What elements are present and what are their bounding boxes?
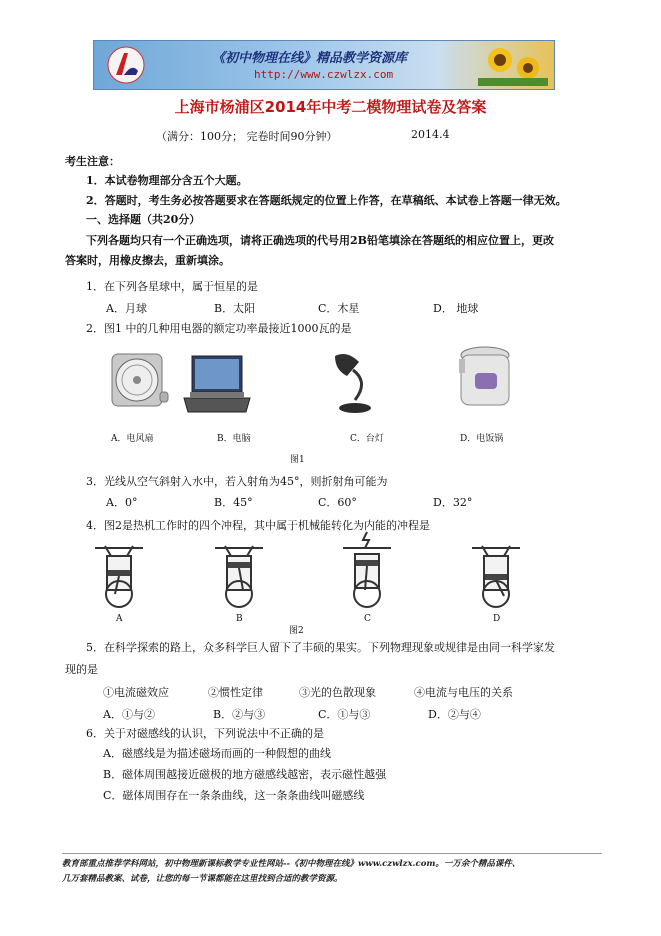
page-footer	[62, 857, 602, 887]
question-2-option-a: A．电风扇	[111, 434, 154, 444]
rice-cooker-icon	[453, 345, 517, 415]
footer-divider	[62, 853, 602, 854]
question-5-option-a: A．①与②	[103, 708, 155, 721]
question-5-item-4: ④电流与电压的关系	[414, 686, 513, 699]
question-3-option-d: D．32°	[433, 496, 473, 509]
question-6-stem: 6．关于对磁感线的认识，下列说法中不正确的是	[86, 727, 324, 740]
question-1-option-b: B．太阳	[214, 302, 256, 315]
question-2-stem: 2．图1 中的几种用电器的额定功率最接近1000瓦的是	[86, 322, 352, 335]
notice-heading: 考生注意：	[65, 155, 120, 168]
question-3-option-b: B．45°	[214, 496, 253, 509]
notice-item-2: 2．答题时，考生务必按答题要求在答题纸规定的位置上作答，在草稿纸、本试卷上答题一律无效。	[86, 194, 567, 207]
figure-2-caption: 图2	[289, 626, 304, 636]
header-banner	[93, 40, 555, 90]
question-3-option-c: C．60°	[318, 496, 357, 509]
question-3-stem: 3．光线从空气斜射入水中，若入射角为45°，则折射角可能为	[86, 475, 388, 488]
computer-laptop-icon	[182, 354, 252, 416]
exam-meta: （满分：100分； 完卷时间90分钟）	[156, 130, 338, 143]
page-title: 上海市杨浦区2014年中考二模物理试卷及答案	[174, 98, 487, 116]
engine-stroke-c-icon	[341, 532, 393, 610]
question-6-option-b: B．磁体周围越接近磁极的地方磁感线越密，表示磁性越强	[103, 768, 387, 781]
site-logo-icon	[106, 45, 146, 85]
instruction-line-1: 下列各题均只有一个正确选项，请将正确选项的代号用2B铅笔填涂在答题纸的相应位置上，更改	[86, 234, 554, 247]
engine-stroke-a-icon	[93, 538, 145, 610]
engine-label-d: D	[493, 614, 501, 624]
question-1-option-c: C．木星	[318, 302, 360, 315]
question-5-stem-line-1: 5．在科学探索的路上，众多科学巨人留下了丰硕的果实。下列物理现象或规律是由同一科学家发	[86, 641, 555, 654]
question-5-option-d: D．②与④	[428, 708, 481, 721]
question-3-option-a: A．0°	[106, 496, 138, 509]
engine-stroke-b-icon	[213, 538, 265, 610]
section-heading: 一、选择题（共20分）	[86, 213, 201, 226]
banner-url: http://www.czwlzx.com	[254, 68, 394, 81]
question-2-option-c: C．台灯	[350, 434, 384, 444]
question-5-item-3: ③光的色散现象	[299, 686, 376, 699]
engine-label-b: B	[236, 614, 243, 624]
engine-stroke-d-icon	[470, 538, 522, 610]
question-4-stem: 4．图2是热机工作时的四个冲程，其中属于机械能转化为内能的冲程是	[86, 519, 430, 532]
footer-line-1: 教育部重点推荐学科网站，初中物理新课标教学专业性网站--《初中物理在线》www.czwlzx.com。一万余个精品课件、	[62, 859, 521, 869]
instruction-line-2: 答案时，用橡皮擦去，重新填涂。	[65, 254, 230, 267]
question-1-option-a: A．月球	[106, 302, 147, 315]
notice-item-1: 1．本试卷物理部分含五个大题。	[86, 174, 248, 187]
question-2-option-b: B．电脑	[217, 434, 251, 444]
question-5-item-2: ②惯性定律	[208, 686, 263, 699]
question-5-option-c: C．①与③	[318, 708, 371, 721]
desk-lamp-icon	[329, 352, 379, 416]
sunflower-icon	[478, 44, 548, 86]
question-6-option-c: C．磁体周围存在一条条曲线，这一条条曲线叫磁感线	[103, 789, 365, 802]
question-5-option-b: B．②与③	[213, 708, 266, 721]
question-5-item-1: ①电流磁效应	[103, 686, 169, 699]
exam-date: 2014.4	[411, 128, 450, 141]
question-1-stem: 1．在下列各星球中，属于恒星的是	[86, 280, 258, 293]
question-2-option-d: D．电饭锅	[460, 434, 504, 444]
question-5-stem-line-2: 现的是	[65, 663, 98, 676]
engine-label-c: C	[364, 614, 371, 624]
banner-title: 《初中物理在线》精品教学资源库	[212, 51, 408, 66]
question-6-option-a: A．磁感线是为描述磁场而画的一种假想的曲线	[103, 747, 331, 760]
engine-label-a: A	[116, 614, 123, 624]
electric-fan-icon	[108, 350, 170, 415]
footer-line-2: 几万套精品教案、试卷，让您的每一节课都能在这里找到合适的教学资源。	[62, 874, 343, 884]
figure-1-caption: 图1	[290, 455, 305, 465]
question-1-option-d: D． 地球	[433, 302, 479, 315]
